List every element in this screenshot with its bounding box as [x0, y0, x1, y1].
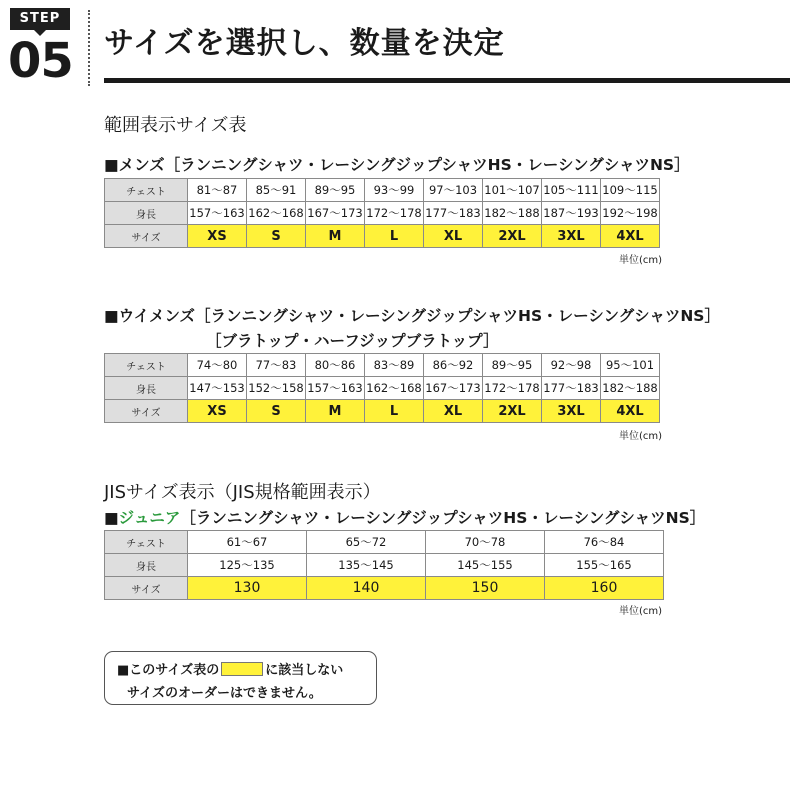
header-divider [88, 10, 90, 86]
height-cell: 152〜158 [247, 377, 306, 400]
height-cell: 157〜163 [188, 202, 247, 225]
chest-cell: 77〜83 [247, 354, 306, 377]
height-cell: 147〜153 [188, 377, 247, 400]
chest-cell: 83〜89 [365, 354, 424, 377]
junior-size-table [104, 530, 664, 600]
title-underline [104, 78, 790, 83]
size-cell: S [247, 400, 306, 423]
step-number: 05 [8, 33, 73, 89]
size-cell: XS [188, 225, 247, 248]
table-row-size [105, 577, 664, 600]
size-cell: XL [424, 225, 483, 248]
chest-cell: 85〜91 [247, 179, 306, 202]
chest-cell: 97〜103 [424, 179, 483, 202]
height-cell: 177〜183 [424, 202, 483, 225]
mens-unit-label: 単位(cm) [618, 255, 662, 266]
notice-line-1 [117, 659, 343, 678]
height-cell: 167〜173 [424, 377, 483, 400]
chest-cell: 74〜80 [188, 354, 247, 377]
chest-cell: 109〜115 [601, 179, 660, 202]
table-row-height [105, 202, 660, 225]
junior-unit-label: 単位(cm) [618, 606, 662, 617]
notice-text-b: に該当しない [265, 663, 344, 678]
height-cell: 167〜173 [306, 202, 365, 225]
womens-section-subtitle: ［ブラトップ・ハーフジップブラトップ］ [206, 332, 499, 350]
chest-cell: 89〜95 [483, 354, 542, 377]
chest-cell: 95〜101 [601, 354, 660, 377]
height-cell: 182〜188 [601, 377, 660, 400]
row-label-height: 身長 [105, 554, 188, 577]
size-cell: 130 [188, 577, 307, 600]
womens-unit-label: 単位(cm) [618, 431, 662, 442]
height-cell: 157〜163 [306, 377, 365, 400]
size-cell: 4XL [601, 400, 660, 423]
table-row-chest [105, 179, 660, 202]
jis-size-heading: JISサイズ表示（JIS規格範囲表示） [104, 482, 381, 503]
height-cell: 135〜145 [307, 554, 426, 577]
chest-cell: 61〜67 [188, 531, 307, 554]
row-label-size: サイズ [105, 400, 188, 423]
size-cell: S [247, 225, 306, 248]
junior-title-prefix: ■ [104, 509, 119, 527]
womens-section-title: ■ウイメンズ［ランニングシャツ・レーシングジップシャツHS・レーシングシャツNS］ [104, 307, 720, 325]
size-cell: 3XL [542, 400, 601, 423]
size-cell: M [306, 400, 365, 423]
junior-title-rest: ［ランニングシャツ・レーシングジップシャツHS・レーシングシャツNS］ [180, 509, 706, 527]
notice-box [104, 651, 377, 705]
height-cell: 162〜168 [365, 377, 424, 400]
table-row-chest [105, 531, 664, 554]
womens-size-table [104, 353, 660, 423]
size-cell: 140 [307, 577, 426, 600]
size-cell: 4XL [601, 225, 660, 248]
size-cell: 2XL [483, 400, 542, 423]
junior-title-label: ジュニア [118, 509, 181, 527]
mens-size-table [104, 178, 660, 248]
size-cell: XS [188, 400, 247, 423]
height-cell: 172〜178 [365, 202, 424, 225]
chest-cell: 65〜72 [307, 531, 426, 554]
size-cell: 3XL [542, 225, 601, 248]
chest-cell: 92〜98 [542, 354, 601, 377]
chest-cell: 101〜107 [483, 179, 542, 202]
height-cell: 187〜193 [542, 202, 601, 225]
row-label-height: 身長 [105, 202, 188, 225]
chest-cell: 80〜86 [306, 354, 365, 377]
table-row-size [105, 400, 660, 423]
size-cell: L [365, 225, 424, 248]
table-row-height [105, 377, 660, 400]
row-label-size: サイズ [105, 577, 188, 600]
height-cell: 155〜165 [545, 554, 664, 577]
yellow-swatch [221, 662, 263, 676]
height-cell: 182〜188 [483, 202, 542, 225]
height-cell: 192〜198 [601, 202, 660, 225]
chest-cell: 93〜99 [365, 179, 424, 202]
height-cell: 125〜135 [188, 554, 307, 577]
size-cell: XL [424, 400, 483, 423]
chest-cell: 86〜92 [424, 354, 483, 377]
row-label-chest: チェスト [105, 354, 188, 377]
chest-cell: 89〜95 [306, 179, 365, 202]
size-cell: M [306, 225, 365, 248]
mens-section-title: ■メンズ［ランニングシャツ・レーシングジップシャツHS・レーシングシャツNS］ [104, 156, 690, 174]
row-label-chest: チェスト [105, 531, 188, 554]
table-row-height [105, 554, 664, 577]
junior-section-title [104, 506, 705, 528]
page-title: サイズを選択し、数量を決定 [104, 26, 505, 61]
height-cell: 162〜168 [247, 202, 306, 225]
range-size-heading: 範囲表示サイズ表 [104, 115, 247, 136]
size-cell: 2XL [483, 225, 542, 248]
height-cell: 172〜178 [483, 377, 542, 400]
size-cell: L [365, 400, 424, 423]
chest-cell: 70〜78 [426, 531, 545, 554]
chest-cell: 81〜87 [188, 179, 247, 202]
chest-cell: 105〜111 [542, 179, 601, 202]
height-cell: 177〜183 [542, 377, 601, 400]
notice-line-2: サイズのオーダーはできません。 [127, 686, 322, 701]
notice-text-a: ■このサイズ表の [117, 663, 220, 678]
height-cell: 145〜155 [426, 554, 545, 577]
table-row-chest [105, 354, 660, 377]
chest-cell: 76〜84 [545, 531, 664, 554]
row-label-height: 身長 [105, 377, 188, 400]
row-label-size: サイズ [105, 225, 188, 248]
table-row-size [105, 225, 660, 248]
step-badge: STEP [10, 8, 70, 30]
size-cell: 150 [426, 577, 545, 600]
size-cell: 160 [545, 577, 664, 600]
row-label-chest: チェスト [105, 179, 188, 202]
